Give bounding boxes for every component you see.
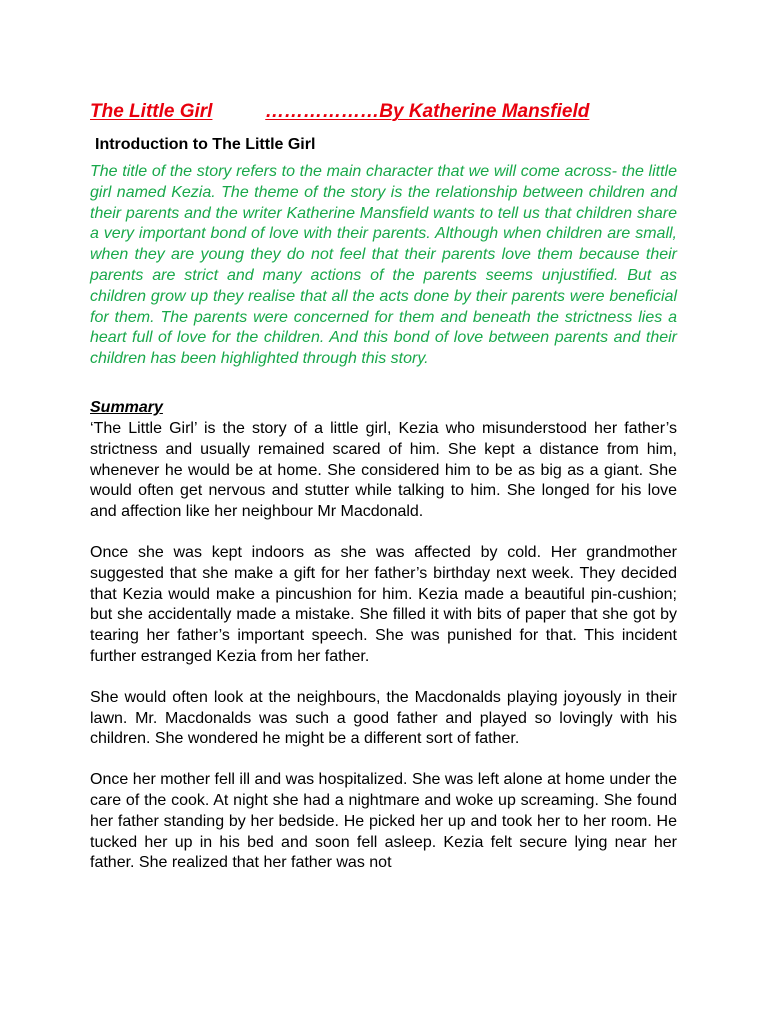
title-story-name: The Little Girl — [90, 101, 213, 122]
summary-heading: Summary — [90, 398, 163, 416]
document-page — [90, 100, 677, 874]
summary-paragraph-1: ‘The Little Girl’ is the story of a little girl, Kezia who misunderstood her father’s strictness and usually remained scared of him. She kept a distance from him, whenever he would be at home. She considered him to be as big as a giant. She would often get nervous and stutter while talking to him. She longed for his love and affection like her neighbour Mr Macdonald. — [90, 419, 677, 521]
summary-paragraph-4: Once her mother fell ill and was hospitalized. She was left alone at home under the care of the cook. At night she had a nightmare and woke up screaming. She found her father standing by her bedside. He picked her up and took her to her room. He tucked her up in his bed and soon fell asleep. Kezia felt secure lying near her father. She realized that her father was not — [90, 771, 677, 872]
summary-body — [90, 419, 677, 874]
intro-heading-text: Introduction to The Little Girl — [95, 136, 316, 153]
title-author: ………………By Katherine Mansfield — [265, 101, 590, 122]
intro-heading — [90, 135, 677, 155]
intro-paragraph: The title of the story refers to the main character that we will come across- the little girl named Kezia. The theme of the story is the relationship between children and their parents and the writer Katherine Mansfield wants to tell us that children share a very important bond of love with their parents. Although when children are small, when they are young they do not feel that their parents love them because their parents are strict and many actions of the parents seems unjustified. But as children grow up they realise that all the acts done by their parents were beneficial for them. The parents were concerned for them and beneath the strictness lies a heart full of love for the children. And this bond of love between parents and their children has been highlighted through this story. — [90, 163, 677, 368]
summary-paragraph-2: Once she was kept indoors as she was affected by cold. Her grandmother suggested that she make a gift for her father’s birthday next week. They decided that Kezia would make a pincushion for him. Kezia made a beautiful pin-cushion; but she accidentally made a mistake. She filled it with bits of paper that she got by tearing her father’s important speech. She was punished for that. This incident further estranged Kezia from her father. — [90, 543, 677, 665]
summary-paragraph-3: She would often look at the neighbours, the Macdonalds playing joyously in their lawn. Mr. Macdonalds was such a good father and played so lovingly with his children. She wondered he might be a different sort of father. — [90, 688, 677, 748]
title-gap — [212, 101, 265, 122]
document-title — [90, 100, 677, 124]
